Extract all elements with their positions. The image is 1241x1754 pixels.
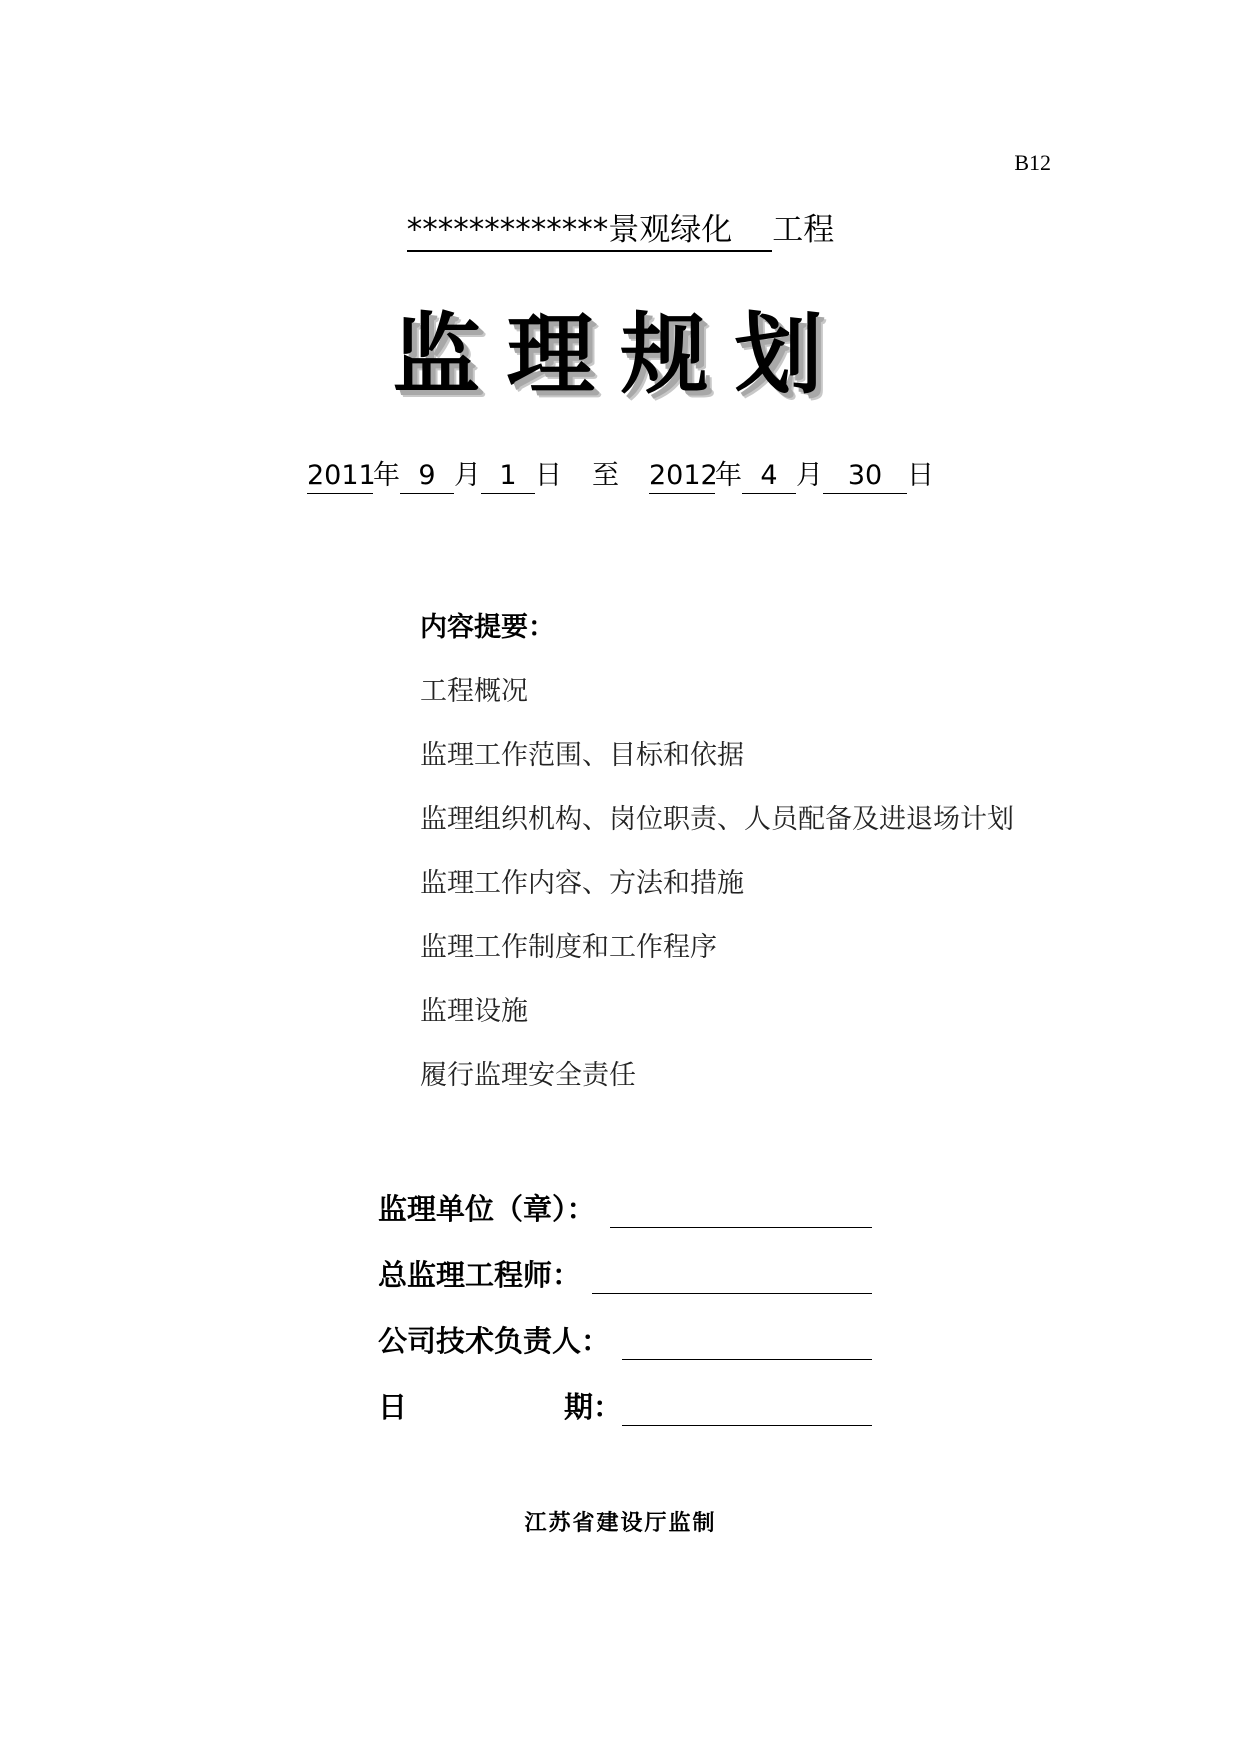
document-title: 监理规划 — [392, 303, 849, 406]
technical-lead-blank[interactable] — [622, 1359, 872, 1360]
end-year: 2012 — [649, 459, 715, 494]
summary-list — [420, 672, 1014, 1120]
content-summary — [420, 608, 1014, 1120]
technical-lead-label: 公司技术负责人： — [378, 1324, 611, 1358]
project-suffix: 工程 — [772, 212, 835, 248]
supervision-unit-blank[interactable] — [610, 1227, 872, 1228]
issuer-footer: 江苏省建设厅监制 — [524, 1511, 717, 1536]
summary-item: 工程概况 — [420, 676, 528, 707]
form-code: B12 — [1014, 150, 1051, 175]
summary-item: 履行监理安全责任 — [420, 1060, 636, 1091]
signoff-block — [378, 1189, 878, 1453]
month-label: 月 — [796, 460, 823, 491]
chief-engineer-blank[interactable] — [592, 1293, 872, 1294]
summary-item: 监理设施 — [420, 996, 528, 1027]
year-label: 年 — [373, 460, 400, 491]
day-label: 日 — [907, 460, 934, 491]
month-label: 月 — [454, 460, 481, 491]
date-blank[interactable] — [622, 1425, 872, 1426]
start-year: 2011 — [307, 459, 373, 494]
date-label-first: 日 — [378, 1390, 408, 1424]
day-label: 日 — [535, 460, 562, 491]
date-label-second: 期： — [564, 1390, 623, 1424]
chief-engineer-label: 总监理工程师： — [378, 1258, 582, 1292]
project-name-field — [407, 210, 773, 252]
summary-item: 监理工作制度和工作程序 — [420, 932, 717, 963]
summary-item: 监理工作内容、方法和措施 — [420, 868, 744, 899]
end-month: 4 — [742, 459, 796, 494]
start-month: 9 — [400, 459, 454, 494]
summary-heading: 内容提要： — [420, 612, 555, 643]
supervision-unit-label: 监理单位（章）： — [378, 1192, 596, 1226]
date-row — [378, 1387, 878, 1453]
summary-item: 监理工作范围、目标和依据 — [420, 740, 744, 771]
start-day: 1 — [481, 459, 535, 494]
project-name: *************景观绿化 — [406, 212, 733, 248]
summary-item: 监理组织机构、岗位职责、人员配备及进退场计划 — [420, 804, 1014, 835]
to-label: 至 — [592, 460, 619, 491]
chief-engineer-row — [378, 1255, 878, 1321]
period-line — [0, 456, 1241, 496]
technical-lead-row — [378, 1321, 878, 1387]
end-day: 30 — [823, 459, 907, 494]
supervision-unit-row — [378, 1189, 878, 1255]
year-label: 年 — [715, 460, 742, 491]
project-name-line — [0, 208, 1241, 252]
